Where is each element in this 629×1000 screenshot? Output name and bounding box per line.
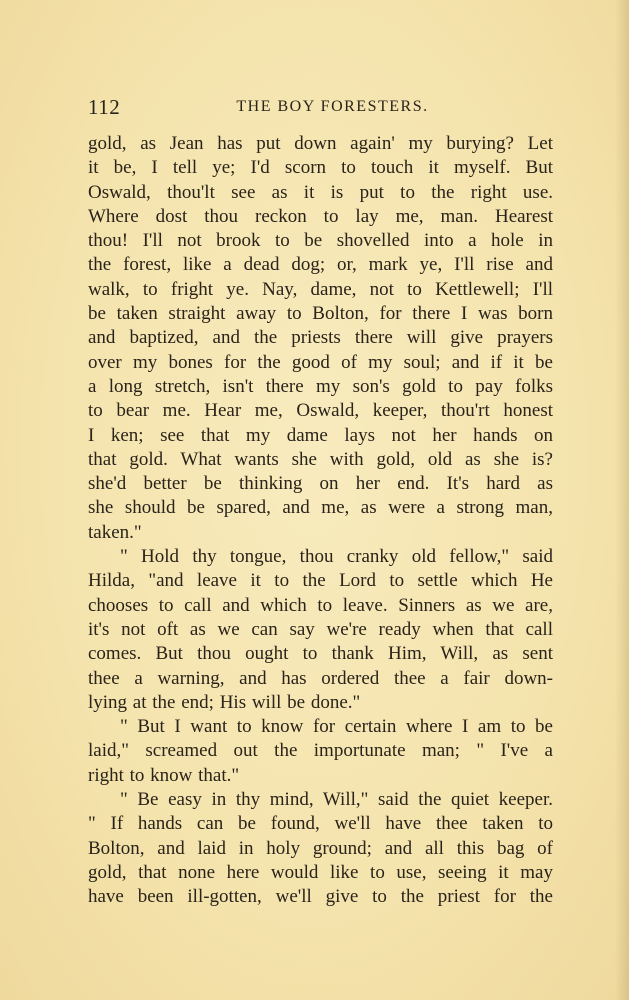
text-line: over my bones for the good of my soul; and if it be — [88, 351, 553, 373]
text-line: gold, as Jean has put down again' my burying? Let — [88, 133, 553, 154]
text-line: laid," screamed out the importunate man; " I've a — [88, 740, 553, 762]
text-line: that gold. What wants she with gold, old as she is? — [88, 448, 553, 470]
text-line: Where dost thou reckon to lay me, man. Hearest — [88, 205, 553, 227]
page-header — [88, 95, 553, 125]
text-line: " Be easy in thy mind, Will," said the quiet keeper. — [120, 789, 553, 811]
text-line: lying at the end; His will be done." — [88, 691, 361, 713]
text-line: she'd better be thinking on her end. It's hard as — [88, 473, 553, 495]
text-line: I ken; see that my dame lays not her hands on — [88, 424, 553, 446]
text-line: the forest, like a dead dog; or, mark ye, I'll rise and — [88, 254, 553, 276]
text-line: be taken straight away to Bolton, for there I was born — [88, 303, 553, 325]
text-line: walk, to fright ye. Nay, dame, not to Kettlewell; I'll — [88, 278, 553, 300]
text-line: Bolton, and laid in holy ground; and all this bag of — [88, 837, 553, 859]
text-line: " Hold thy tongue, thou cranky old fellow," said — [120, 546, 553, 568]
text-line: Hilda, "and leave it to the Lord to settle which He — [88, 570, 553, 592]
text-line: a long stretch, isn't there my son's gold to pay folks — [88, 375, 553, 397]
text-line: gold, that none here would like to use, seeing it may — [88, 861, 553, 883]
text-line: chooses to call and which to leave. Sinners as we are, — [88, 594, 553, 616]
text-line: thee a warning, and has ordered thee a fair down- — [88, 667, 553, 689]
page-edge-shadow — [615, 0, 629, 1000]
page-number: 112 — [88, 95, 121, 119]
text-line: taken." — [88, 521, 142, 543]
text-line: comes. But thou ought to thank Him, Will, as sent — [88, 643, 553, 665]
text-line: Oswald, thou'lt see as it is put to the right use. — [88, 181, 553, 203]
text-line: " But I want to know for certain where I am to be — [120, 716, 553, 738]
text-line: it be, I tell ye; I'd scorn to touch it myself. But — [88, 157, 553, 179]
text-line: to bear me. Hear me, Oswald, keeper, thou'rt honest — [88, 400, 553, 422]
body-text — [88, 132, 553, 910]
text-line: she should be spared, and me, as were a strong man, — [88, 497, 553, 519]
text-line: and baptized, and the priests there will give prayers — [88, 327, 553, 349]
text-line: " If hands can be found, we'll have thee taken to — [88, 813, 553, 835]
text-line: have been ill-gotten, we'll give to the priest for the — [88, 886, 553, 908]
running-title: THE BOY FORESTERS. — [236, 98, 429, 115]
text-line: thou! I'll not brook to be shovelled into a hole in — [88, 230, 553, 252]
text-line: right to know that." — [88, 764, 240, 786]
text-line: it's not oft as we can say we're ready when that call — [88, 618, 553, 640]
